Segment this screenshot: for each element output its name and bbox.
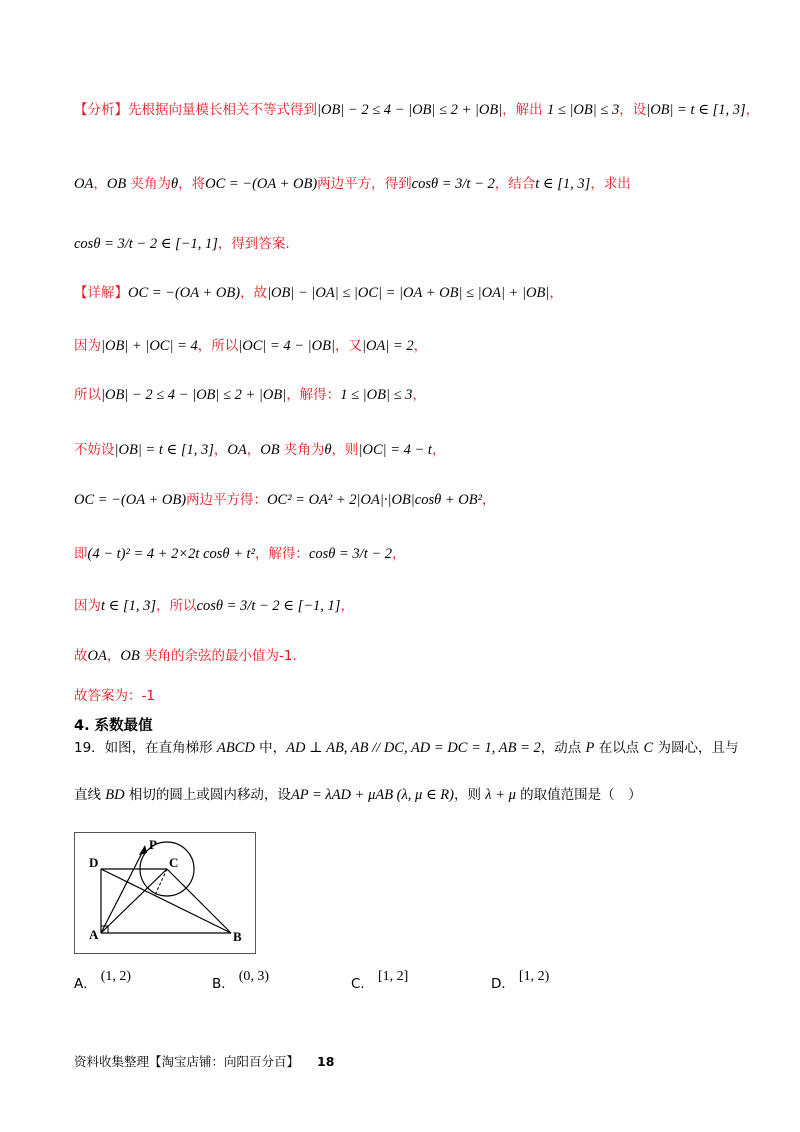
text-segment: |OB| − 2 ≤ 4 − |OB| ≤ 2 + |OB| (101, 387, 287, 403)
text-segment: P (585, 740, 595, 756)
label-C: C (169, 855, 179, 870)
text-segment: 为圆心，且与 (653, 740, 739, 756)
trapezoid-diagram (75, 833, 255, 953)
label-B: B (233, 929, 242, 944)
option-c[interactable]: C． [1, 2] (351, 969, 409, 992)
text-segment: ，结合 (494, 176, 536, 192)
text-segment: t ∈ [1, 3] (101, 598, 157, 614)
solution-line (74, 596, 740, 616)
solution-line (74, 234, 740, 254)
text-segment: OC = −(OA + OB) (74, 492, 187, 508)
text-segment: |OA| = 2 (362, 338, 414, 354)
text-segment: ， (213, 442, 228, 458)
text-segment: OB (106, 176, 127, 192)
text-segment: ，将 (178, 176, 206, 192)
solution-line (74, 174, 740, 194)
text-segment: C (643, 740, 654, 756)
text-segment: ， (413, 338, 428, 354)
text-segment: ， (745, 102, 760, 118)
text-segment: OB (260, 442, 280, 458)
text-segment: OC = −(OA + OB) (128, 285, 241, 301)
text-segment: ABCD (216, 740, 255, 756)
text-segment: 夹角的余弦的最小值为-1. (139, 648, 297, 664)
text-segment: 直线 (74, 787, 106, 803)
text-segment: 故答案为：-1 (74, 688, 155, 704)
text-segment: OA (227, 442, 247, 458)
text-segment: |OB| = t ∈ [1, 3] (646, 102, 746, 118)
text-segment: ，动点 (540, 740, 586, 756)
text-segment: ，解得： (286, 387, 341, 403)
label-A: A (89, 927, 99, 942)
text-segment: ， (93, 176, 107, 192)
solution-line (74, 490, 740, 510)
text-segment: 1 ≤ |OB| ≤ 3 (546, 102, 620, 118)
text-segment: ，解出 (502, 102, 547, 118)
text-segment: ， (431, 442, 446, 458)
text-segment: 19．如图，在直角梯形 (74, 740, 217, 756)
text-segment: cosθ = 3/t − 2 ∈ [−1, 1] (74, 236, 218, 252)
text-segment: 两边平方，得到 (317, 176, 412, 192)
text-segment: ，求出 (590, 176, 631, 192)
text-segment: 夹角为 (126, 176, 171, 192)
text-segment: ，所以 (197, 338, 239, 354)
text-segment: |OB| = t ∈ [1, 3] (114, 442, 214, 458)
text-segment: OC = −(OA + OB) (205, 176, 318, 192)
page-number: 18 (317, 1054, 335, 1069)
solution-line (74, 385, 740, 405)
text-segment: cosθ = 3/t − 2 (411, 176, 495, 192)
text-segment: 夹角为 (279, 442, 325, 458)
page-footer (74, 1052, 334, 1070)
solution-line (74, 440, 740, 460)
text-segment: ，故 (240, 285, 268, 301)
text-segment: 因为 (74, 338, 101, 354)
text-segment: 即 (74, 546, 88, 562)
text-segment: 两边平方得： (186, 492, 268, 508)
problem-line-2 (74, 785, 740, 805)
label-P: P (149, 837, 157, 852)
text-segment: ， (106, 648, 121, 664)
text-segment: 因为 (74, 598, 101, 614)
label-D: D (89, 855, 99, 870)
text-segment: |OC| = 4 − t (358, 442, 432, 458)
solution-line (74, 100, 760, 120)
text-segment: ， (549, 285, 563, 301)
text-segment: 【分析】先根据向量模长相关不等式得到 (74, 102, 317, 118)
solution-line (74, 283, 740, 303)
text-segment: ， (481, 492, 496, 508)
text-segment: OB (120, 648, 140, 664)
text-segment: t ∈ [1, 3] (535, 176, 591, 192)
text-segment: |OB| + |OC| = 4 (101, 338, 198, 354)
text-segment: 1 ≤ |OB| ≤ 3 (340, 387, 413, 403)
section-heading: 4. 系数最值 (74, 718, 153, 734)
text-segment: 相切的圆上或圆内移动，设 (124, 787, 291, 803)
text-segment: 故 (74, 648, 88, 664)
option-a[interactable]: A． (1, 2) (74, 969, 132, 992)
text-segment: cosθ = 3/t − 2 (308, 546, 393, 562)
text-segment: |OB| − |OA| ≤ |OC| = |OA + OB| ≤ |OA| + |OB| (267, 285, 550, 301)
text-segment: OA (74, 176, 94, 192)
text-segment: 在以点 (594, 740, 644, 756)
text-segment: (4 − t)² = 4 + 2×2t cosθ + t² (87, 546, 255, 562)
text-segment: λ + μ (485, 787, 516, 803)
text-segment: ， (340, 598, 354, 614)
text-segment: |OB| − 2 ≤ 4 − |OB| ≤ 2 + |OB| (317, 102, 503, 118)
option-b[interactable]: B． (0, 3) (212, 969, 270, 992)
text-segment: 不妨设 (74, 442, 115, 458)
footer-source: 资料收集整理【淘宝店铺：向阳百分百】 (74, 1054, 300, 1069)
text-segment: |OC| = 4 − |OB| (238, 338, 335, 354)
text-segment: BD (105, 787, 125, 803)
text-segment: ，则 (454, 787, 486, 803)
text-segment: ，所以 (156, 598, 197, 614)
text-segment: cosθ = 3/t − 2 ∈ [−1, 1] (196, 598, 341, 614)
trapezoid-figure (74, 832, 256, 954)
text-segment: 【详解】 (74, 285, 128, 301)
option-d[interactable]: D． [1, 2) (491, 969, 550, 992)
solution-line (74, 544, 740, 564)
text-segment: ，得到答案. (217, 236, 290, 252)
text-segment: 所以 (74, 387, 101, 403)
text-segment: ， (412, 387, 426, 403)
text-segment: OA (87, 648, 107, 664)
text-segment: ，又 (335, 338, 362, 354)
text-segment: ， (392, 546, 406, 562)
text-segment: ，则 (331, 442, 359, 458)
text-segment: θ (170, 176, 179, 192)
text-segment: AD ⊥ AB, AB // DC, AD = DC = 1, AB = 2 (286, 740, 541, 756)
text-segment: ，设 (619, 102, 647, 118)
text-segment: ，解得： (254, 546, 309, 562)
problem-line-1 (74, 738, 740, 758)
text-segment: 中， (254, 740, 287, 756)
text-segment: θ (324, 442, 332, 458)
text-segment: ， (246, 442, 261, 458)
solution-line (74, 646, 740, 666)
solution-line (74, 686, 740, 706)
solution-line (74, 336, 740, 356)
text-segment: 的取值范围是（ ） (515, 787, 642, 803)
text-segment: AP = λAD + μAB (λ, μ ∈ R) (290, 787, 454, 803)
text-segment: OC² = OA² + 2|OA|·|OB|cosθ + OB² (267, 492, 482, 508)
